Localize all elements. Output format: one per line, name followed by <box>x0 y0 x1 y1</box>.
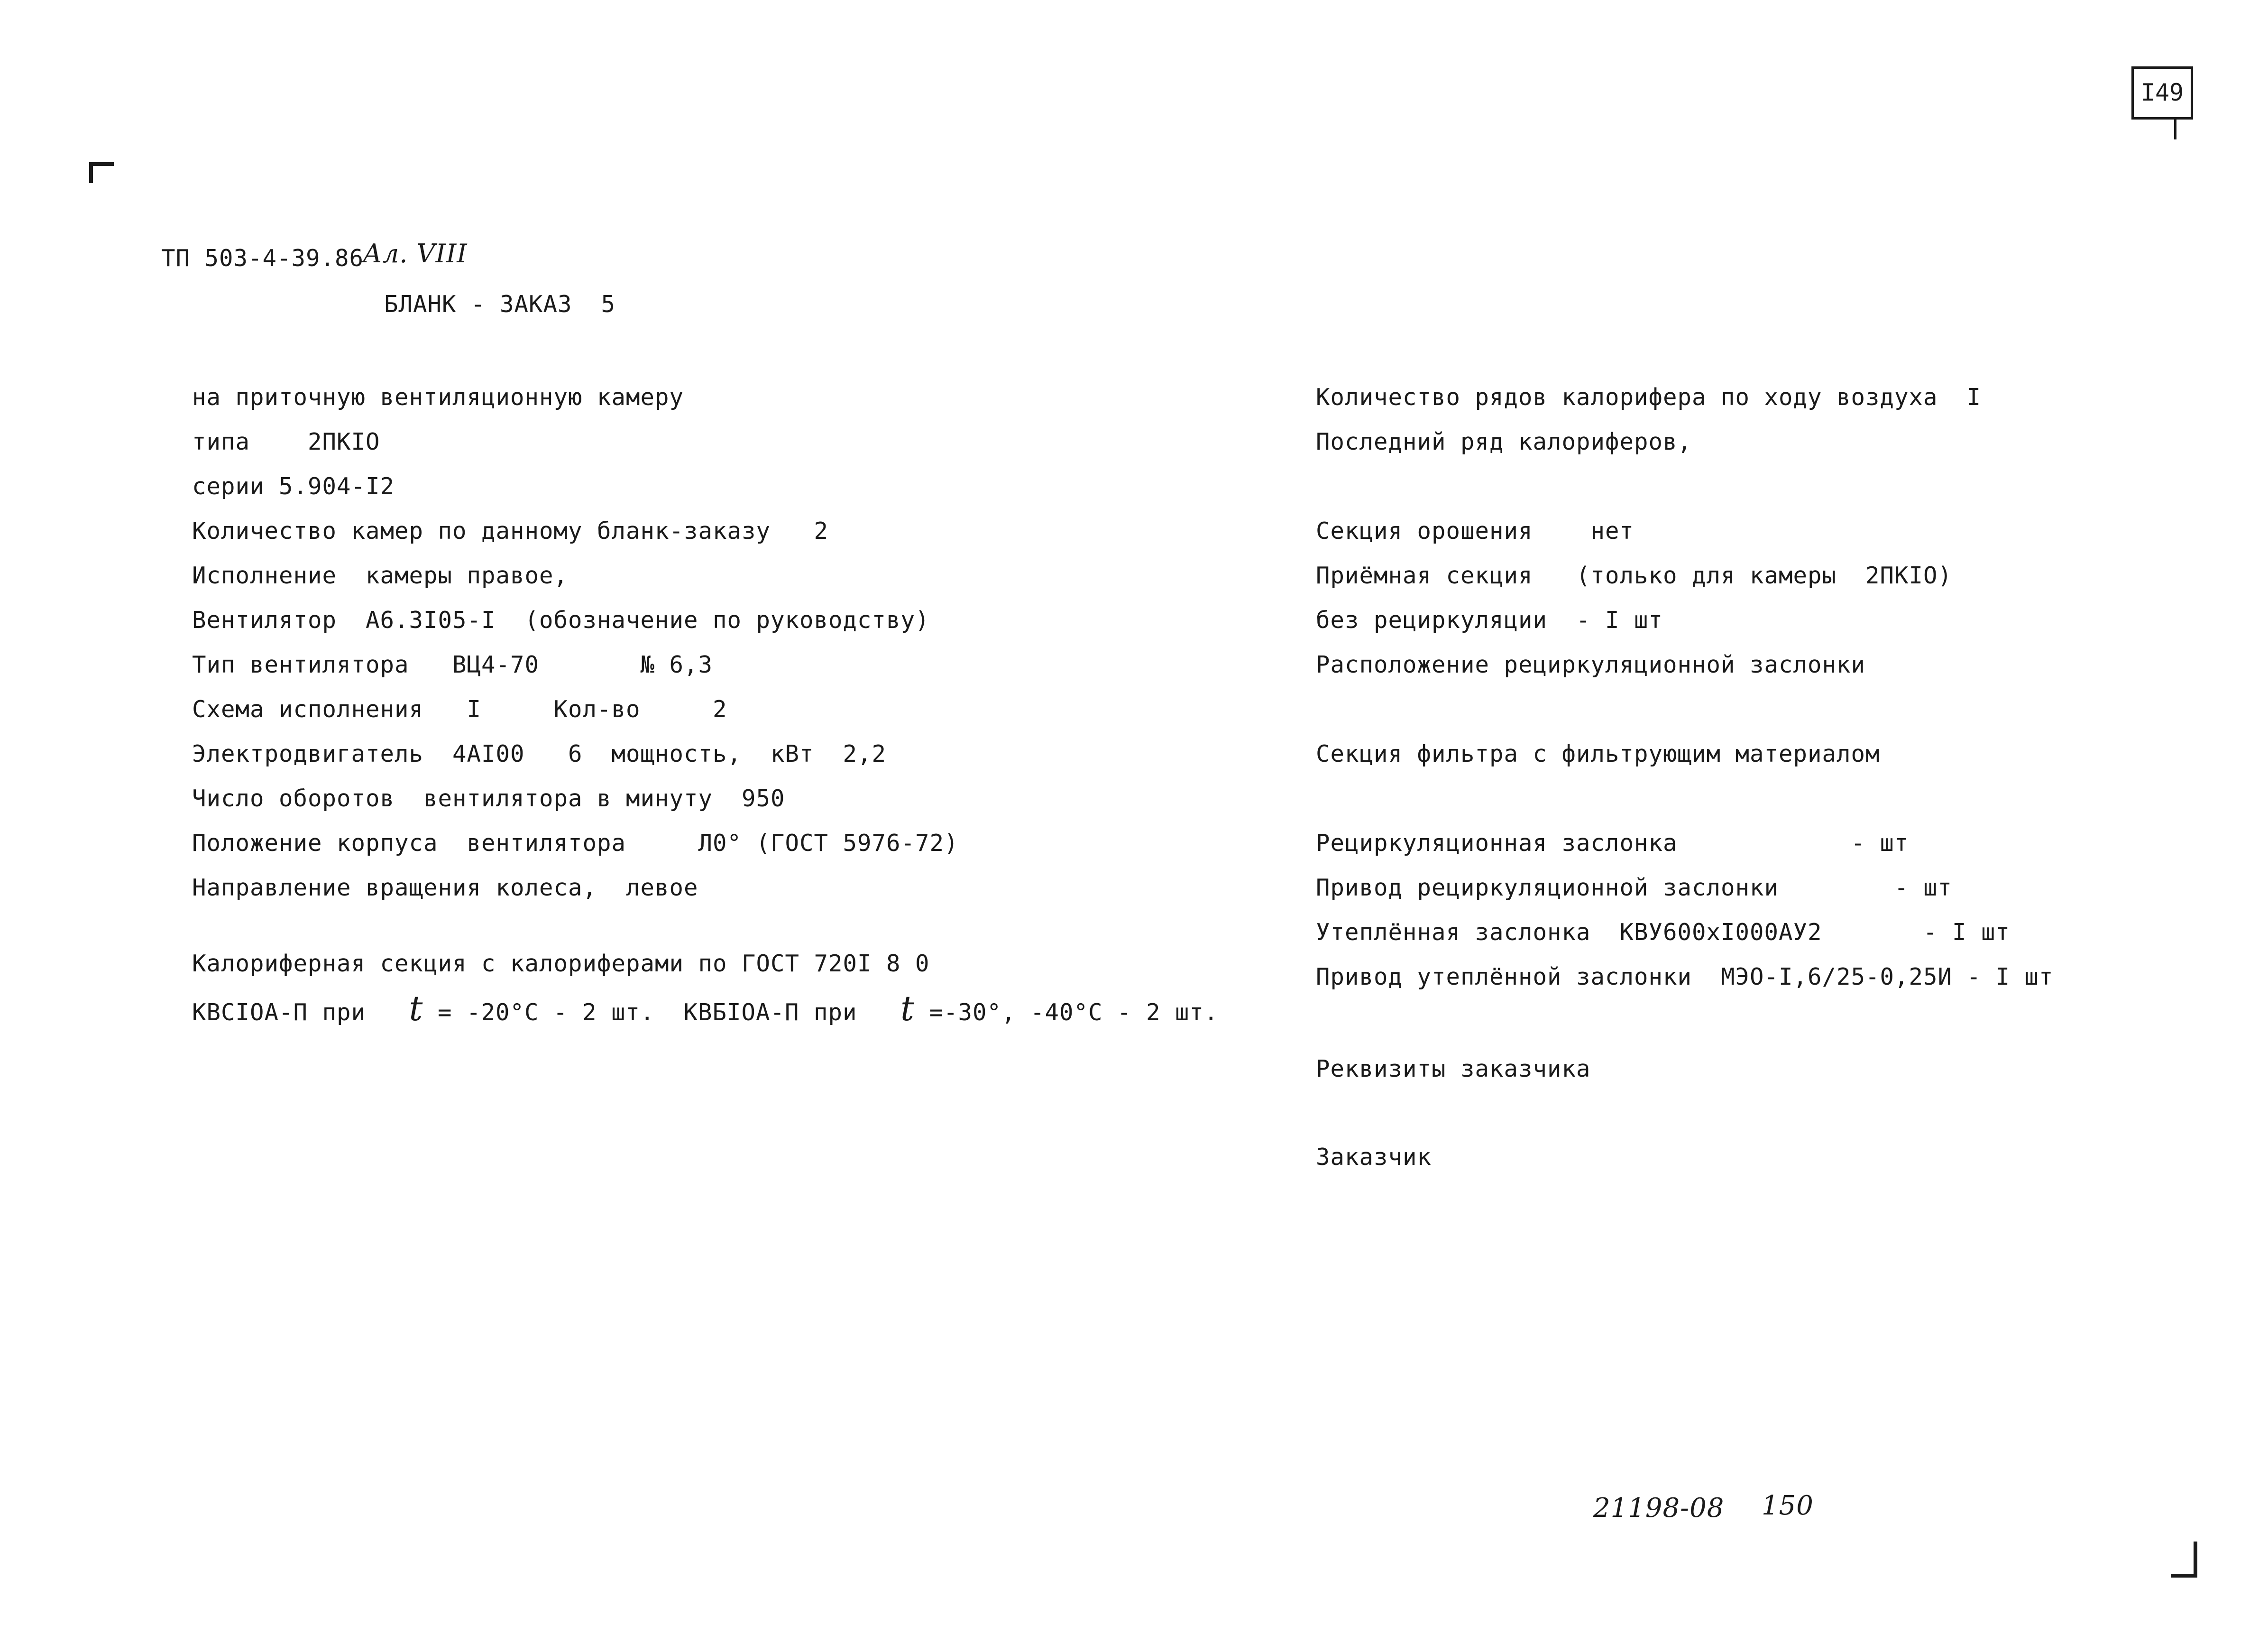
left-line-12: Направление вращения колеса, левое <box>192 874 698 901</box>
doc-reference: ТП 503-4-39.86 <box>161 245 364 272</box>
radiator-2-spec: =-30°, -40°С - 2 шт. <box>914 999 1219 1026</box>
left-line-8: Схема исполнения I Кол-во 2 <box>192 696 727 723</box>
right-line-8: Рециркуляционная заслонка - шт <box>1316 830 1909 857</box>
right-line-4: Приёмная секция (только для камеры 2ПКIO) <box>1316 562 1953 589</box>
left-line-3: серии 5.904-I2 <box>192 473 395 500</box>
right-line-3: Секция орошения нет <box>1316 517 1634 545</box>
right-line-12: Реквизиты заказчика <box>1316 1055 1591 1082</box>
page-number-box: I49 <box>2131 66 2193 120</box>
footer-number: 150 <box>1762 1490 1814 1521</box>
left-line-10: Число оборотов вентилятора в минуту 950 <box>192 785 785 812</box>
left-line-1: на приточную вентиляционную камеру <box>192 384 684 411</box>
right-line-2: Последний ряд калориферов, <box>1316 428 1692 455</box>
corner-mark-bottom-right-v <box>2194 1542 2197 1578</box>
right-line-1: Количество рядов калорифера по ходу воздуха I <box>1316 384 1982 411</box>
form-title: БЛАНК - ЗАКАЗ 5 <box>384 291 616 318</box>
left-line-5: Исполнение камеры правое, <box>192 562 569 589</box>
radiator-1-spec: = -20°С - 2 шт. КВБIOА-П при <box>423 999 857 1026</box>
page-number-tick <box>2174 120 2176 139</box>
right-line-13: Заказчик <box>1316 1144 1432 1171</box>
temperature-symbol-2: t <box>900 988 915 1028</box>
corner-mark-top-left-v <box>89 162 93 183</box>
album-reference: Ал. VIII <box>363 239 468 268</box>
left-line-13: Калориферная секция с калориферами по ГОСТ 720I 8 0 <box>192 950 930 977</box>
left-line-4: Количество камер по данному бланк-заказу 2 <box>192 517 829 545</box>
right-line-9: Привод рециркуляционной заслонки - шт <box>1316 874 1953 901</box>
right-line-11: Привод утеплённой заслонки МЭО-I,6/25-0,25И - I шт <box>1316 963 2054 990</box>
footer-code: 21198-08 <box>1593 1493 1725 1523</box>
left-line-11: Положение корпуса вентилятора Л0° (ГОСТ 5976-72) <box>192 830 959 857</box>
left-line-6: Вентилятор А6.3I05-I (обозначение по руководству) <box>192 607 930 634</box>
left-line-9: Электродвигатель 4АI00 6 мощность, кВт 2,2 <box>192 740 887 767</box>
left-line-14 <box>192 988 1219 1028</box>
left-line-2: типа 2ПКIO <box>192 428 380 455</box>
radiator-1-label: КВСIOА-П при <box>192 999 366 1026</box>
right-line-10: Утеплённая заслонка КВУ600хI000АУ2 - I шт <box>1316 919 2011 946</box>
right-line-7: Секция фильтра с фильтрующим материалом <box>1316 740 1880 767</box>
temperature-symbol-1: t <box>409 988 423 1028</box>
right-line-6: Расположение рециркуляционной заслонки <box>1316 651 1866 678</box>
right-line-5: без рециркуляции - I шт <box>1316 607 1663 634</box>
left-line-7: Тип вентилятора ВЦ4-70 № 6,3 <box>192 651 713 678</box>
